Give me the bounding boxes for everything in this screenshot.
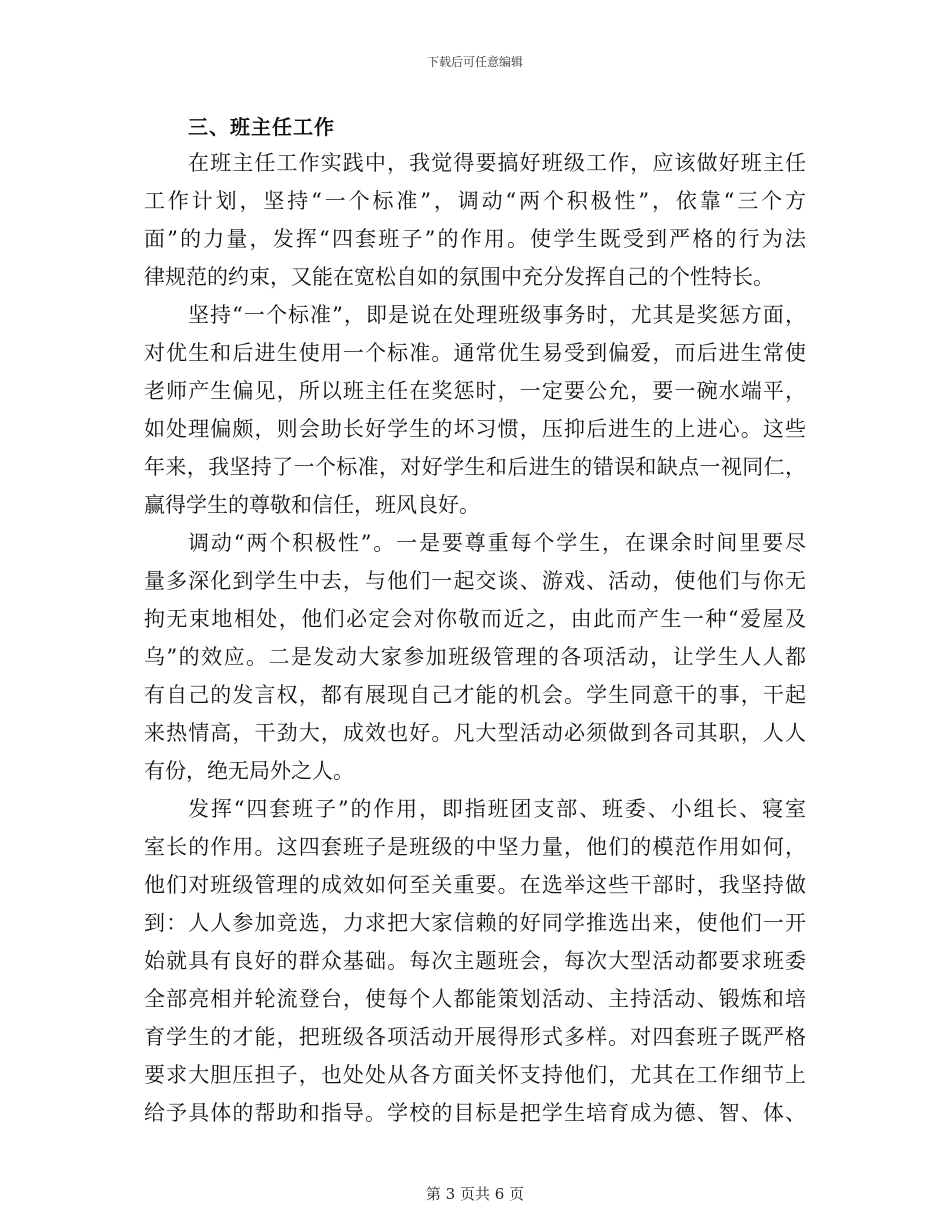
text-line: 有份，绝无局外之人。	[144, 759, 354, 783]
text-line: 要求大胆压担子，也处处从各方面关怀支持他们，尤其在工作细节上	[144, 1063, 806, 1087]
text-line: 如处理偏颇，则会助长好学生的坏习惯，压抑后进生的上进心。这些	[144, 417, 806, 441]
text-line: 在班主任工作实践中，我觉得要搞好班级工作，应该做好班主任	[188, 151, 806, 175]
text-line: 工作计划，坚持“一个标准”，调动“两个积极性”，依靠“三个方	[144, 189, 806, 213]
text-line: 年来，我坚持了一个标准，对好学生和后进生的错误和缺点一视同仁，	[144, 455, 806, 479]
text-line: 有自己的发言权，都有展现自己才能的机会。学生同意干的事，干起	[144, 683, 806, 707]
text-line: 到：人人参加竞选，力求把大家信赖的好同学推选出来，使他们一开	[144, 911, 806, 935]
text-line: 坚持“一个标准”，即是说在处理班级事务时，尤其是奖惩方面，	[188, 303, 806, 327]
text-line: 量多深化到学生中去，与他们一起交谈、游戏、活动，使他们与你无	[144, 569, 806, 593]
text-line: 全部亮相并轮流登台，使每个人都能策划活动、主持活动、锻炼和培	[144, 987, 806, 1011]
text-line: 对优生和后进生使用一个标准。通常优生易受到偏爱，而后进生常使	[144, 341, 806, 365]
text-line: 乌”的效应。二是发动大家参加班级管理的各项活动，让学生人人都	[144, 645, 806, 669]
text-line: 拘无束地相处，他们必定会对你敬而近之，由此而产生一种“爱屋及	[144, 607, 806, 631]
text-line: 来热情高，干劲大，成效也好。凡大型活动必须做到各司其职，人人	[144, 721, 806, 745]
text-line: 赢得学生的尊敬和信任，班风良好。	[144, 493, 480, 517]
text-line: 他们对班级管理的成效如何至关重要。在选举这些干部时，我坚持做	[144, 873, 806, 897]
text-line: 律规范的约束，又能在宽松自如的氛围中充分发挥自己的个性特长。	[144, 265, 774, 289]
section-title: 三、班主任工作	[188, 115, 335, 139]
text-line: 给予具体的帮助和指导。学校的目标是把学生培育成为德、智、体、	[144, 1101, 806, 1125]
text-line: 发挥“四套班子”的作用，即指班团支部、班委、小组长、寝室	[188, 797, 806, 821]
text-line: 室长的作用。这四套班子是班级的中坚力量，他们的模范作用如何，	[144, 835, 806, 859]
page-footer: 第 3 页共 6 页	[425, 1185, 525, 1203]
text-line: 面”的力量，发挥“四套班子”的作用。使学生既受到严格的行为法	[144, 227, 806, 251]
page-header: 下载后可任意编辑	[426, 55, 523, 69]
body-text	[144, 144, 806, 1132]
text-line: 始就具有良好的群众基础。每次主题班会，每次大型活动都要求班委	[144, 949, 806, 973]
text-line: 育学生的才能，把班级各项活动开展得形式多样。对四套班子既严格	[144, 1025, 806, 1049]
text-line: 调动“两个积极性”。一是要尊重每个学生，在课余时间里要尽	[188, 531, 806, 555]
text-line: 老师产生偏见，所以班主任在奖惩时，一定要公允，要一碗水端平，	[144, 379, 806, 403]
